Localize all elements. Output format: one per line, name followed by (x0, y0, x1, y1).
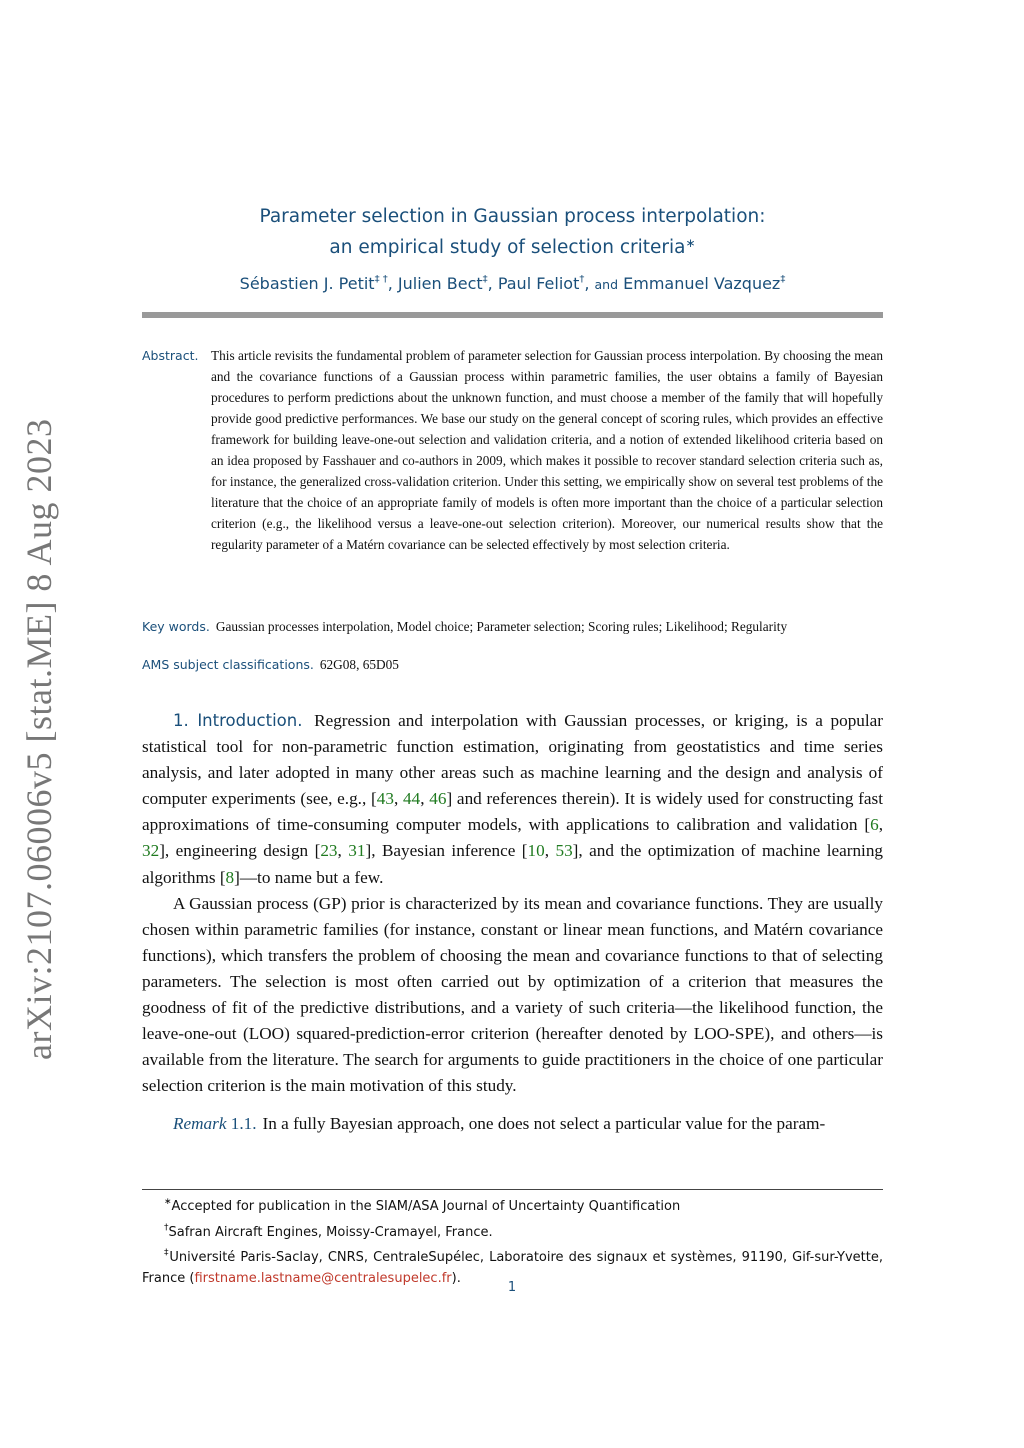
ams-classifications (142, 655, 883, 675)
footnote-1-mark: ∗ (164, 1197, 172, 1207)
author-feliot: Paul Feliot (497, 274, 580, 293)
citation-32[interactable]: 32 (142, 841, 160, 861)
footnote-3-mark: ‡ (164, 1248, 170, 1258)
ams-text: 62G08, 65D05 (319, 657, 399, 672)
footnote-2 (142, 1218, 883, 1244)
arxiv-identifier-stamp: arXiv:2107.06006v5 [stat.ME] 8 Aug 2023 (19, 418, 59, 1060)
author-bect: Julien Bect (397, 274, 483, 293)
keywords-label: Key words. (142, 619, 210, 634)
citation-53[interactable]: 53 (555, 841, 573, 861)
footnote-2-mark: † (164, 1222, 169, 1233)
intro-paragraph-1 (142, 708, 883, 891)
abstract-label: Abstract. (142, 348, 199, 363)
citation-23[interactable]: 23 (320, 841, 338, 861)
author-petit-marks[interactable]: ‡ † (374, 274, 388, 285)
citation-10[interactable]: 10 (527, 841, 545, 861)
keywords (142, 617, 883, 637)
sep: , (878, 815, 883, 835)
intro-p1-text-b: ] and references therein). It is widely used for constructing fast approximations of time-consuming computer models, with applications to calibration and validation [ (142, 789, 884, 835)
footnote-1-text: Accepted for publication in the SIAM/ASA Journal of Uncertainty Quantification (171, 1199, 681, 1214)
author-vazquez: Emmanuel Vazquez (623, 274, 781, 293)
footnote-3-text-b: ). (451, 1270, 461, 1286)
intro-p1-text-f: ]—to name but a few. (234, 867, 384, 887)
sep: , (420, 789, 430, 809)
remark-1-1 (142, 1111, 883, 1137)
footnote-1 (142, 1192, 883, 1218)
sep: , (337, 841, 349, 861)
intro-paragraph-2: A Gaussian process (GP) prior is characterized by its mean and covariance functions. They are usually chosen within parametric families (for instance, constant or linear mean functions, and Matérn covariance functions), which transfers the problem of choosing the mean and covariance functions to that of selecting parameters. The selection is most often carried out by optimization of a criterion that measures the goodness of fit of the predictive distributions, and a variety of such criteria—the likelihood function, the leave-one-out (LOO) squared-prediction-error criterion (hereafter denoted by LOO-SPE), and others—is available from the literature. The search for arguments to guide practitioners in the choice of one particular selection criterion is the main motivation of this study. (142, 893, 883, 1096)
intro-p1-text-e: ], and the optimization of machine learning algorithms [ (142, 841, 884, 887)
main-body (142, 708, 883, 1138)
title-line-2 (142, 230, 883, 261)
author-vazquez-marks[interactable]: ‡ (780, 274, 786, 285)
author-petit: Sébastien J. Petit (239, 274, 375, 293)
section-heading-introduction: 1. Introduction. (173, 711, 303, 730)
author-bect-marks[interactable]: ‡ (482, 274, 488, 285)
citation-31[interactable]: 31 (348, 841, 366, 861)
intro-p1-text-d: ], Bayesian inference [ (365, 841, 528, 861)
footnote-divider (142, 1189, 883, 1190)
abstract (142, 345, 883, 555)
paper-title (142, 203, 883, 261)
title-divider (142, 312, 883, 318)
title-footnote-mark[interactable]: ∗ (685, 236, 696, 250)
intro-p1-text-c: ], engineering design [ (159, 841, 321, 861)
contact-email-link[interactable]: firstname.lastname@centralesupelec.fr (194, 1270, 452, 1286)
citation-8[interactable]: 8 (225, 867, 235, 887)
title-line-1: Parameter selection in Gaussian process interpolation: (259, 206, 766, 227)
footnote-3-text-a: Université Paris-Saclay, CNRS, CentraleSupélec, Laboratoire des signaux et systèmes, 91190, Gif-sur-Yvette, France ( (142, 1250, 883, 1286)
sep: , (544, 841, 556, 861)
citation-44[interactable]: 44 (403, 789, 421, 809)
keywords-text: Gaussian processes interpolation, Model choice; Parameter selection; Scoring rules; Likelihood; Regularity (215, 619, 788, 634)
remark-number: 1.1. (230, 1114, 257, 1134)
citation-46[interactable]: 46 (429, 789, 447, 809)
author-list: Sébastien J. Petit‡ †, Julien Bect‡, Paul Feliot†, and Emmanuel Vazquez‡ (239, 274, 786, 293)
footnote-2-text: Safran Aircraft Engines, Moissy-Cramayel, France. (168, 1224, 493, 1240)
sep: , (393, 789, 404, 809)
author-feliot-marks[interactable]: † (579, 274, 585, 285)
citation-43[interactable]: 43 (376, 789, 394, 809)
page-number: 1 (507, 1280, 517, 1295)
citation-6[interactable]: 6 (870, 815, 879, 835)
author-and: and (594, 277, 619, 292)
footnotes (142, 1192, 883, 1289)
ams-label: AMS subject classifications. (142, 657, 314, 672)
remark-label: Remark (173, 1114, 227, 1134)
intro-p1-text-a: Regression and interpolation with Gaussian processes, or kriging, is a popular statistical tool for non-parametric function estimation, originating from geostatistics and time series analysis, and later adopted in many other areas such as machine learning and the design and analysis of computer experiments (see, e.g., [ (142, 711, 884, 809)
abstract-text: This article revisits the fundamental problem of parameter selection for Gaussian process interpolation. By choosing the mean and the covariance functions of a Gaussian process within parametric families, the user obtains a family of Bayesian procedures to perform predictions about the unknown function, and must choose a member of the family that will hopefully provide good predictive performances. We base our study on the general concept of scoring rules, which provides an effective framework for building leave-one-out selection and validation criteria, and a notion of extended likelihood criteria based on an idea proposed by Fasshauer and co-authors in 2009, which makes it possible to recover standard selection criteria such as, for instance, the generalized cross-validation criterion. Under this setting, we empirically show on several test problems of the literature that the choice of an appropriate family of models is often more important than the choice of a particular selection criterion (e.g., the likelihood versus a leave-one-out selection criterion). Moreover, our numerical results show that the regularity parameter of a Matérn covariance can be selected effectively by most selection criteria. (211, 348, 883, 552)
remark-text: In a fully Bayesian approach, one does not select a particular value for the param- (262, 1114, 826, 1134)
title-line-2-text: an empirical study of selection criteria (329, 237, 686, 258)
